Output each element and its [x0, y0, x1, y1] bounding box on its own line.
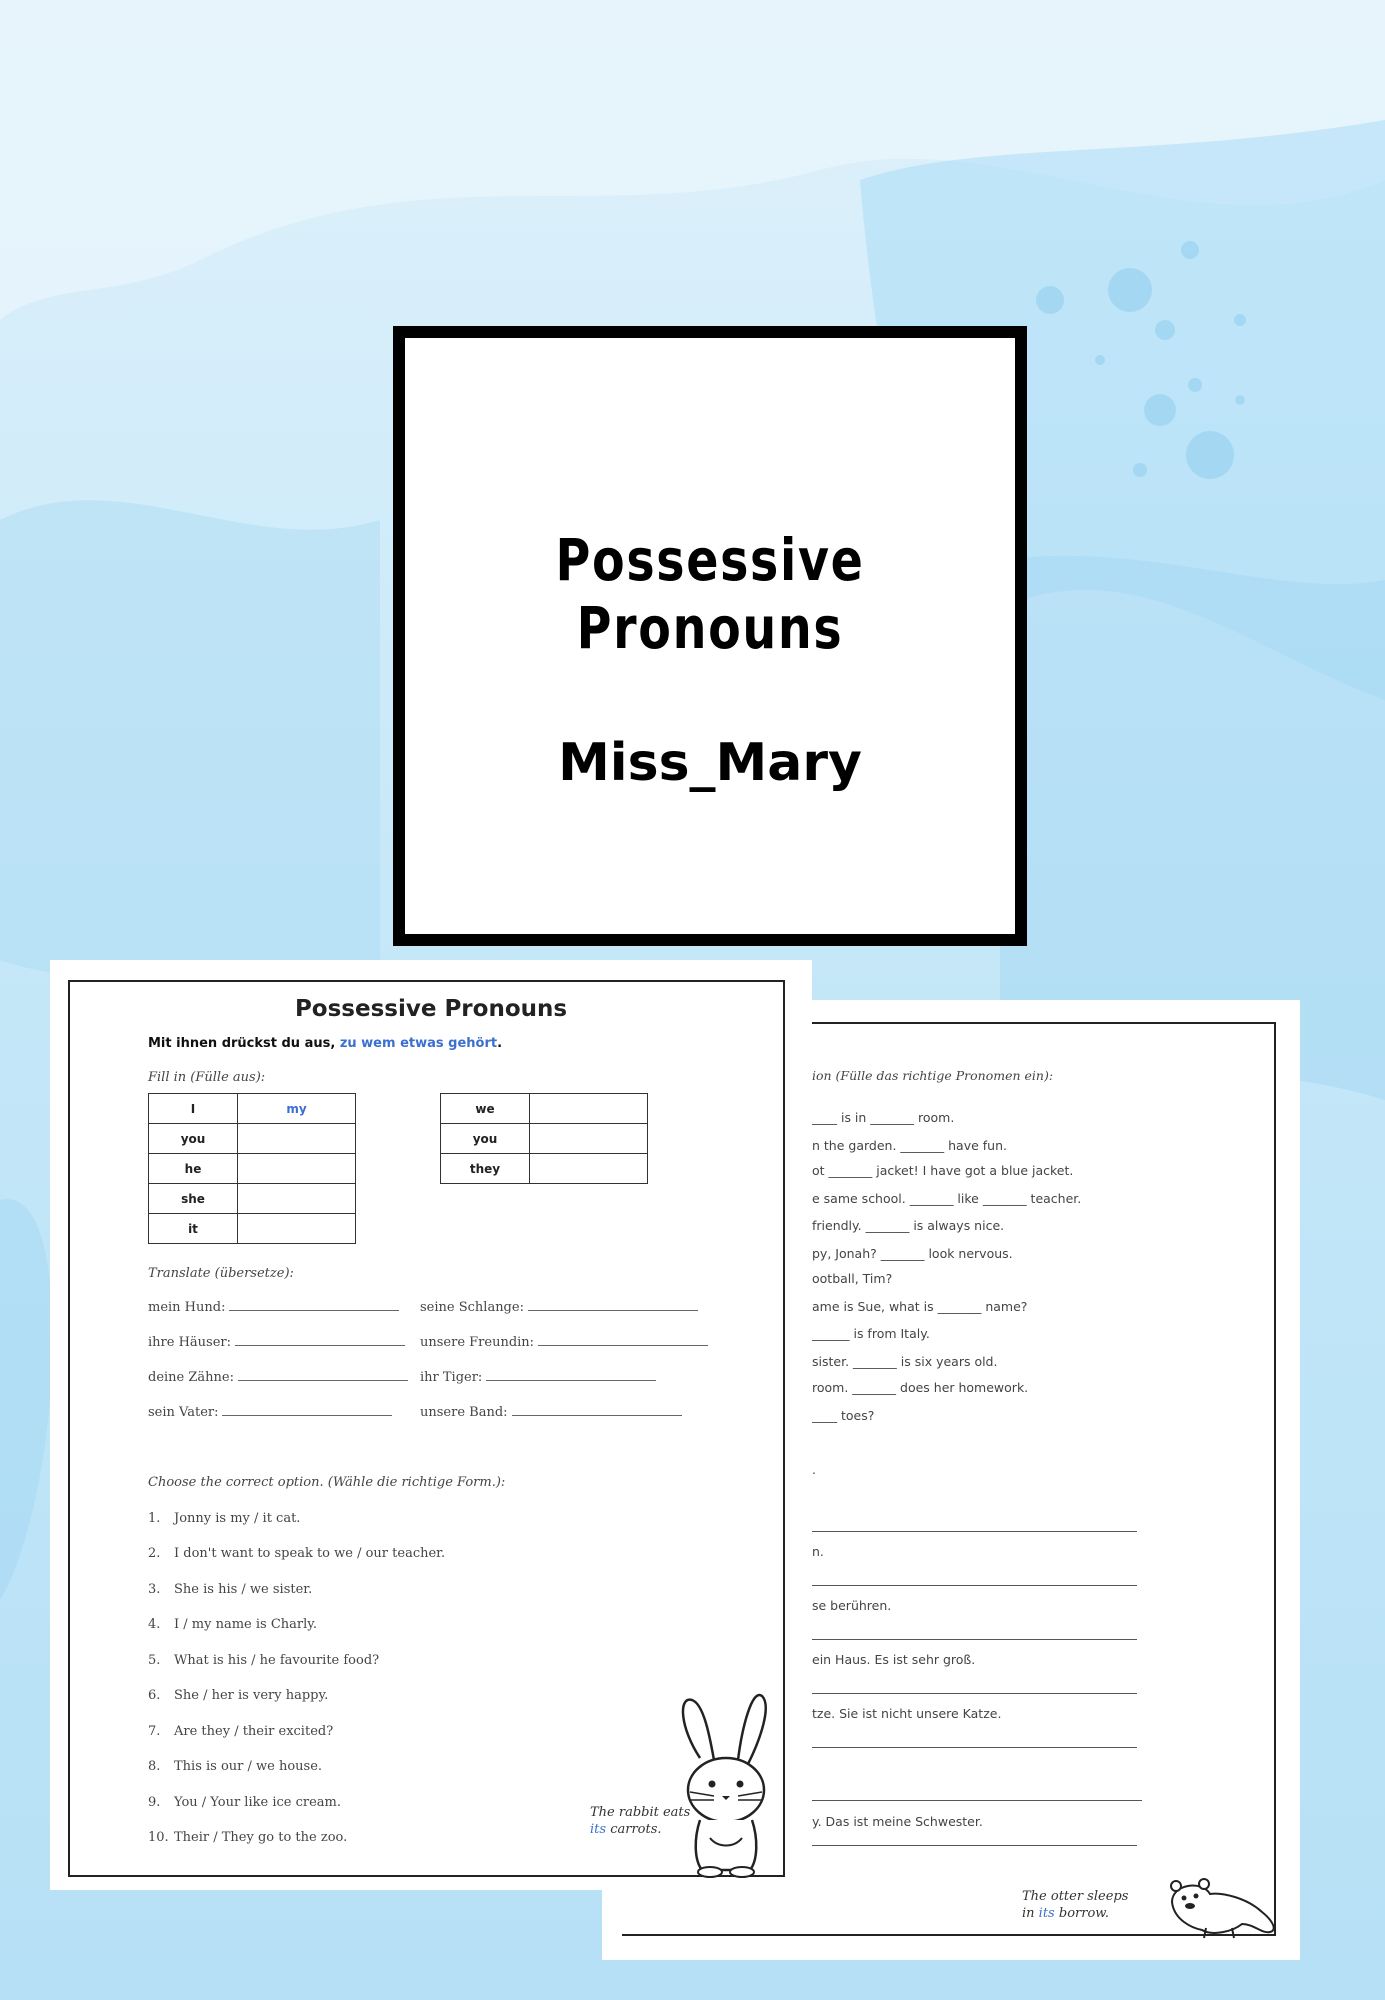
translate-item: ihr Tiger:	[420, 1370, 656, 1385]
page-2-line: ____ is in _______ room.	[812, 1110, 955, 1125]
page-2-line: n the garden. _______ have fun.	[812, 1138, 1007, 1153]
table-row	[149, 1094, 356, 1124]
translate-item: sein Vater:	[148, 1405, 392, 1420]
translate-item: deine Zähne:	[148, 1370, 408, 1385]
translate-item: unsere Band:	[420, 1405, 682, 1420]
table-row	[441, 1124, 648, 1154]
rabbit-caption: The rabbit eats its carrots.	[590, 1805, 691, 1837]
page-2-line: ootball, Tim?	[812, 1271, 893, 1286]
page-2-line: y. Das ist meine Schwester.	[812, 1814, 983, 1829]
table-row	[441, 1154, 648, 1184]
table-cell: they	[441, 1154, 530, 1184]
table-cell[interactable]	[238, 1184, 356, 1214]
choose-item: 4. I / my name is Charly.	[148, 1617, 318, 1632]
table-cell: she	[149, 1184, 238, 1214]
worksheet-intro: Mit ihnen drückst du aus, zu wem etwas gehört.	[148, 1036, 503, 1051]
page-2-line: py, Jonah? _______ look nervous.	[812, 1246, 1013, 1261]
page-2-line: e same school. _______ like _______ teacher.	[812, 1191, 1082, 1206]
choose-item: 9. You / Your like ice cream.	[148, 1795, 341, 1810]
pronoun-table-right	[440, 1093, 648, 1184]
translate-instruction: Translate (übersetze):	[148, 1266, 294, 1281]
table-cell: you	[149, 1124, 238, 1154]
table-row	[149, 1124, 356, 1154]
choose-item: 1. Jonny is my / it cat.	[148, 1511, 301, 1526]
choose-item: 5. What is his / he favourite food?	[148, 1653, 380, 1668]
translate-item: ihre Häuser:	[148, 1335, 405, 1350]
table-cell: you	[441, 1124, 530, 1154]
answer-rule	[812, 1845, 1137, 1846]
worksheet-page-1	[50, 960, 812, 1890]
answer-rule	[812, 1531, 1137, 1532]
table-cell: he	[149, 1154, 238, 1184]
table-cell: we	[441, 1094, 530, 1124]
answer-rule	[812, 1800, 1142, 1801]
answer-rule	[812, 1639, 1137, 1640]
choose-item: 2. I don't want to speak to we / our teacher.	[148, 1546, 446, 1561]
answer-rule	[812, 1693, 1137, 1694]
table-row	[441, 1094, 648, 1124]
cover-title: Possessive Pronouns	[555, 526, 865, 662]
table-cell[interactable]: my	[238, 1094, 356, 1124]
cover-author: Miss_Mary	[558, 733, 862, 793]
table-row	[149, 1184, 356, 1214]
table-cell[interactable]	[238, 1214, 356, 1244]
page-2-line: ______ is from Italy.	[812, 1326, 930, 1341]
otter-icon	[1162, 1872, 1280, 1942]
translate-item: mein Hund:	[148, 1300, 399, 1315]
answer-rule	[812, 1585, 1137, 1586]
worksheet-title: Possessive Pronouns	[294, 996, 568, 1022]
fill-instruction: Fill in (Fülle aus):	[148, 1070, 266, 1085]
page-2-line: n.	[812, 1544, 824, 1559]
page-2-line: ein Haus. Es ist sehr groß.	[812, 1652, 976, 1667]
table-cell: it	[149, 1214, 238, 1244]
choose-item: 8. This is our / we house.	[148, 1759, 323, 1774]
choose-item: 6. She / her is very happy.	[148, 1688, 329, 1703]
choose-item: 7. Are they / their excited?	[148, 1724, 334, 1739]
page-2-line: ot _______ jacket! I have got a blue jacket.	[812, 1163, 1074, 1178]
page-2-line: room. _______ does her homework.	[812, 1380, 1029, 1395]
table-cell: I	[149, 1094, 238, 1124]
table-cell[interactable]	[530, 1124, 648, 1154]
table-cell[interactable]	[530, 1094, 648, 1124]
translate-item: unsere Freundin:	[420, 1335, 708, 1350]
cover-card	[393, 326, 1027, 946]
pronoun-table-left	[148, 1093, 356, 1244]
page-2-line: se berühren.	[812, 1598, 892, 1613]
choose-item: 10. Their / They go to the zoo.	[148, 1830, 348, 1845]
page-2-line: friendly. _______ is always nice.	[812, 1218, 1005, 1233]
page-2-line: .	[812, 1462, 816, 1477]
table-row	[149, 1154, 356, 1184]
page-2-line: ____ toes?	[812, 1408, 875, 1423]
page-2-line: sister. _______ is six years old.	[812, 1354, 998, 1369]
page-2-instruction: ion (Fülle das richtige Pronomen ein):	[812, 1068, 1054, 1083]
answer-rule	[812, 1747, 1137, 1748]
rabbit-icon	[670, 1688, 785, 1878]
choose-instruction: Choose the correct option. (Wähle die richtige Form.):	[148, 1475, 506, 1490]
table-row	[149, 1214, 356, 1244]
table-cell[interactable]	[238, 1124, 356, 1154]
page-2-line: tze. Sie ist nicht unsere Katze.	[812, 1706, 1002, 1721]
translate-item: seine Schlange:	[420, 1300, 698, 1315]
table-cell[interactable]	[238, 1154, 356, 1184]
choose-item: 3. She is his / we sister.	[148, 1582, 313, 1597]
page-2-line: ame is Sue, what is _______ name?	[812, 1299, 1028, 1314]
table-cell[interactable]	[530, 1154, 648, 1184]
otter-caption: The otter sleeps in its borrow.	[1022, 1889, 1129, 1921]
